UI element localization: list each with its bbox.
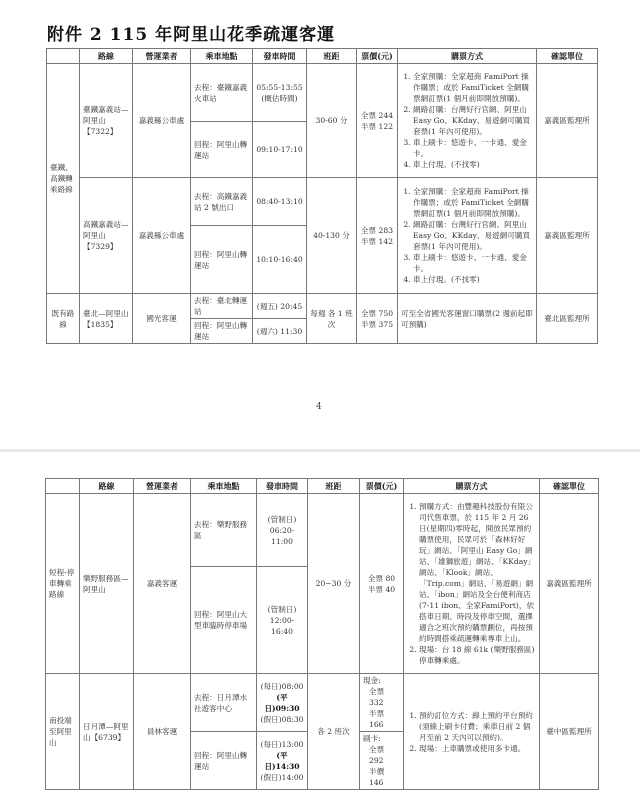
table-header-row [47, 49, 598, 64]
header-departure: 發車時間 [257, 479, 308, 494]
table-header-row [46, 479, 599, 494]
purchase-cell [398, 178, 537, 294]
return-time: 12:00-16:40 [269, 615, 295, 636]
fare-card-cell [360, 732, 404, 790]
header-unit: 確認單位 [537, 49, 598, 64]
page-number: 4 [316, 402, 322, 412]
outbound-time-cell: 05:55-13:55 (概估時間) [253, 64, 307, 122]
fare-card-full: 全票 292 [369, 745, 385, 765]
category-cell: 短程-停車轉乘路線 [46, 494, 80, 674]
interval-cell: 40-130 分 [307, 178, 357, 294]
fare-cash-full: 全票 332 [369, 687, 385, 707]
outbound-stop-cell: 去程：日月潭水社遊客中心 [191, 674, 257, 732]
return-time-holiday: (假日)14:00 [260, 772, 304, 782]
purchase-item: 1. 全家預購：全家超商 FamiPort 操作購票；或於 FamiTicket 全網購票網訂票(1 個月前即開放預購)。 [413, 71, 533, 104]
unit-cell: 臺北區監理所 [537, 294, 598, 344]
header-unit: 確認單位 [540, 479, 599, 494]
unit-cell: 嘉義區監理所 [540, 494, 599, 674]
interval-cell: 20~30 分 [308, 494, 360, 674]
header-fare: 票價(元) [357, 49, 398, 64]
return-time-cell [257, 732, 308, 790]
fare-full: 全票 750 [360, 308, 394, 318]
category-cell: 南投端至阿里山 [46, 674, 80, 790]
fare-cash-half: 半票 166 [369, 709, 385, 729]
fare-full: 全票 283 [360, 225, 394, 235]
return-time-weekday: (平日)14:30 [264, 750, 300, 771]
fare-cell [357, 64, 398, 178]
fare-card-half: 半價 146 [369, 767, 385, 787]
fare-half: 半票 122 [360, 121, 394, 131]
interval-cell: 30-60 分 [307, 64, 357, 178]
operator-cell: 嘉義縣公車處 [133, 178, 191, 294]
purchase-item: 3. 車上刷卡：悠遊卡、一卡通、愛金卡。 [413, 252, 533, 274]
unit-cell: 嘉義區監理所 [537, 178, 598, 294]
header-blank [46, 479, 80, 494]
operator-cell: 國光客運 [133, 294, 191, 344]
document-title: 附件 2 115 年阿里山花季疏運客運 [47, 25, 336, 45]
purchase-item: 2. 現場：上車購票或使用多卡通。 [419, 743, 536, 754]
purchase-item: 1. 全家預購：全家超商 FamiPort 操作購票；或於 FamiTicket 全網購票網訂票(1 個月前即開放預購)。 [413, 186, 533, 219]
purchase-item: 1. 預約訂位方式：線上預約平台預約(須線上刷卡付費；乘車日前 2 個月至前 2 天內可以預約)。 [419, 710, 536, 743]
outbound-time-cell: 08:40-13:10 [253, 178, 307, 226]
fare-half: 半票 40 [367, 584, 396, 594]
purchase-item: 1. 預購方式：由豐趣科技股份有限公司代售車票，於 115 年 2 月 26 日(星期四)零時起，開放民眾預約購票使用，民眾可於「森林好好玩」網站、「阿里山 Easy Go」網站、「雄獅旅遊」網站、「KKday」網站、「Klook」網站、「Trip.com」網站、「易遊網」網站、「ibon」網站及全台便利商店(7-11 ibon、全家FamiPort)，依搭車日期、時段及停車空間，選擇適合之班次預約購票劃位，再按預約時間搭乘疏運轉乘專車上山。 [419, 501, 536, 644]
return-stop-cell: 回程：阿里山轉運站 [191, 732, 257, 790]
header-route: 路線 [80, 479, 134, 494]
header-boarding: 乘車地點 [191, 49, 253, 64]
purchase-item: 2. 網路訂購：台灣好行官網、阿里山 Easy Go、KKday、易遊網可購買套票(1 年內可使用)。 [413, 219, 533, 252]
header-interval: 班距 [307, 49, 357, 64]
header-route: 路線 [80, 49, 133, 64]
table-row [47, 178, 598, 226]
route-cell: 日月潭—阿里山【6739】 [80, 674, 134, 790]
purchase-cell [398, 64, 537, 178]
interval-cell: 每週 各 1 班次 [307, 294, 357, 344]
return-stop-cell: 回程：阿里山轉運站 [191, 226, 253, 294]
page-separator [0, 449, 640, 452]
route-cell: 高鐵嘉義站—阿里山【7329】 [80, 178, 133, 294]
operator-cell: 嘉義客運 [134, 494, 191, 674]
outbound-stop-cell: 去程：臺北轉運站 [191, 294, 253, 319]
purchase-cell: 可至全省國光客運窗口購票(2 週前起即可預購) [398, 294, 537, 344]
header-boarding: 乘車地點 [191, 479, 257, 494]
unit-cell: 臺中區監理所 [540, 674, 599, 790]
return-time-label: (管制日) [267, 604, 297, 614]
outbound-stop-cell: 去程：高鐵嘉義站 2 號出口 [191, 178, 253, 226]
fare-cash-label: 現金: [363, 676, 381, 685]
table-row [46, 674, 599, 732]
operator-cell: 員林客運 [134, 674, 191, 790]
header-operator: 營運業者 [133, 49, 191, 64]
table-row [47, 64, 598, 122]
outbound-time: 06:20-11:00 [269, 525, 295, 546]
route-cell: 臺北—阿里山【1835】 [80, 294, 133, 344]
purchase-item: 4. 車上付現。(不找零) [413, 274, 533, 285]
header-operator: 營運業者 [134, 479, 191, 494]
return-stop-cell: 回程：阿里山大型車臨時停車場 [191, 567, 257, 674]
return-time-cell: 09:10-17:10 [253, 122, 307, 178]
purchase-item: 3. 車上刷卡：悠遊卡、一卡通、愛金卡。 [413, 137, 533, 159]
outbound-time-daily: (每日)08:00 [260, 681, 304, 691]
purchase-item: 2. 現場：台 18 線 61k (樂野服務區)停車轉乘處。 [419, 644, 536, 666]
outbound-time-cell: (週五) 20:45 [253, 294, 307, 319]
fare-cell [357, 178, 398, 294]
header-purchase: 購票方式 [404, 479, 540, 494]
purchase-cell [404, 494, 540, 674]
category-cell: 既有路線 [47, 294, 80, 344]
schedule-table-page1 [46, 48, 598, 344]
outbound-time-weekday: (平日)09:30 [264, 692, 300, 713]
header-blank [47, 49, 80, 64]
table-row [46, 494, 599, 567]
outbound-time-cell [257, 674, 308, 732]
category-cell: 臺鐵、高鐵轉乘路線 [47, 64, 80, 294]
header-departure: 發車時間 [253, 49, 307, 64]
return-time-cell: (週六) 11:30 [253, 319, 307, 344]
return-time-daily: (每日)13:00 [260, 739, 304, 749]
table-row [47, 294, 598, 319]
fare-card-label: 刷卡: [363, 734, 381, 743]
header-interval: 班距 [308, 479, 360, 494]
outbound-time-cell [257, 494, 308, 567]
fare-full: 全票 244 [360, 110, 394, 120]
operator-cell: 嘉義縣公車處 [133, 64, 191, 178]
outbound-time-holiday: (假日)08:30 [260, 714, 304, 724]
purchase-item: 2. 網路訂購：台灣好行官網、阿里山 Easy Go、KKday、易遊網可購買套票(1 年內可使用)。 [413, 104, 533, 137]
schedule-table-page2 [45, 478, 599, 790]
fare-cell [357, 294, 398, 344]
fare-half: 半票 375 [360, 319, 394, 329]
route-cell: 臺鐵嘉義站—阿里山【7322】 [80, 64, 133, 178]
return-stop-cell: 回程：阿里山轉運站 [191, 122, 253, 178]
return-time-cell: 10:10-16:40 [253, 226, 307, 294]
unit-cell: 嘉義區監理所 [537, 64, 598, 178]
fare-full: 全票 80 [367, 573, 396, 583]
outbound-stop-cell: 去程：臺鐵嘉義火車站 [191, 64, 253, 122]
fare-half: 半票 142 [360, 236, 394, 246]
header-fare: 票價(元) [360, 479, 404, 494]
purchase-item: 4. 車上付現。(不找零) [413, 159, 533, 170]
outbound-time-label: (管制日) [267, 514, 297, 524]
route-cell: 樂野服務區—阿里山 [80, 494, 134, 674]
header-purchase: 購票方式 [398, 49, 537, 64]
interval-cell: 各 2 班次 [308, 674, 360, 790]
purchase-cell [404, 674, 540, 790]
fare-cell [360, 494, 404, 674]
outbound-stop-cell: 去程：樂野服務區 [191, 494, 257, 567]
return-stop-cell: 回程：阿里山轉運站 [191, 319, 253, 344]
return-time-cell [257, 567, 308, 674]
fare-cash-cell [360, 674, 404, 732]
